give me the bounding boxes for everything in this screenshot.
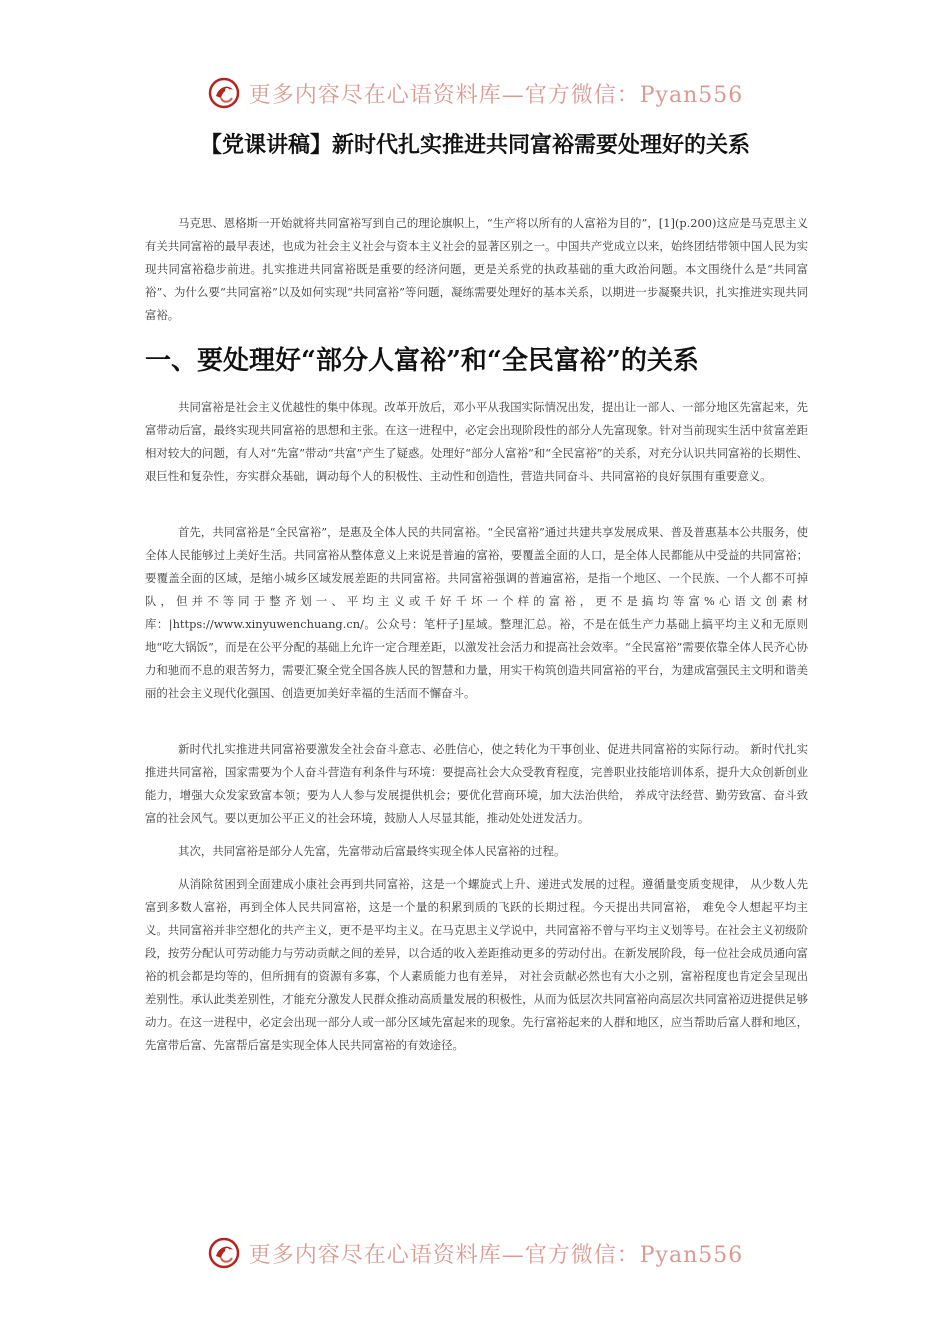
red-swirl-logo-icon bbox=[207, 1236, 241, 1270]
section1-paragraph-1: 共同富裕是社会主义优越性的集中体现。改革开放后，邓小平从我国实际情况出发，提出让一部人、一部分地区先富起来，先富带动后富，最终实现共同富裕的思想和主张。在这一进程中，必定会出现阶段性的部分人先富现象。针对当前现实生活中贫富差距相对较大的问题，有人对“先富”带动“共富”产生了疑惑。处理好“部分人富裕”和“全民富裕”的关系，对充分认识共同富裕的长期性、艰巨性和复杂性，夯实群众基础，调动每个人的积极性、主动性和创造性，营造共同奋斗、共同富裕的良好氛围有重要意义。 bbox=[145, 400, 808, 483]
section1-paragraph-3: 新时代扎实推进共同富裕要激发全社会奋斗意志、必胜信心，使之转化为干事创业、促进共同富裕的实际行动。 新时代扎实推进共同富裕，国家需要为个人奋斗营造有利条件与环境：要提高社会大众受教育程度，完善职业技能培训体系，提升大众创新创业能力，增强大众发家致富本领；要为人人参与发展提供机会；要优化营商环境，加大法治供给， 养成守法经营、勤劳致富、奋斗致富的社会风气。要以更加公平正义的社会环境，鼓励人人尽显其能，推动处处迸发活力。 bbox=[145, 742, 808, 825]
section1-paragraph-2: 首先，共同富裕是“全民富裕”，是惠及全体人民的共同富裕。“全民富裕”通过共建共享发展成果、普及普惠基本公共服务，使全体人民能够过上美好生活。共同富裕从整体意义上来说是普遍的富裕，要覆盖全面的人口，是全体人民都能从中受益的共同富裕；要覆盖全面的区域，是缩小城乡区域发展差距的共同富裕。共同富裕强调的普遍富裕，是指一个地区、一个民族、一个人都不可掉队，但并不等同于整齐划一、平均主义或千好千坏一个样的富裕，更不是搞均等富%心语文创素材库：|https://www.xinyuwenchuang.cn/。公众号：笔杆子]星域。整理汇总。裕，不是在低生产力基础上搞平均主义和无原则地“吃大锅饭”，而是在公平分配的基础上允许一定合理差距，以激发社会活力和提高社会效率。“全民富裕”需要依靠全体人民齐心协力和驰而不息的艰苦努力，需要汇聚全党全国各族人民的智慧和力量，用实干构筑创造共同富裕的平台，为建成富强民主文明和谐美丽的社会主义现代化强国、创造更加美好幸福的生活而不懈奋斗。 bbox=[145, 525, 808, 700]
red-swirl-logo-icon bbox=[207, 76, 241, 110]
section1-paragraph-5: 从消除贫困到全面建成小康社会再到共同富裕，这是一个螺旋式上升、递进式发展的过程。遵循量变质变规律， 从少数人先富到多数人富裕，再到全体人民共同富裕，这是一个量的积累到质的飞跃的长期过程。今天提出共同富裕， 难免令人想起平均主义。共同富裕并非空想化的共产主义，更不是平均主义。在马克思主义学说中，共同富裕不曾与平均主义划等号。在社会主义初级阶段，按劳分配认可劳动能力与劳动贡献之间的差异，以合适的收入差距推动更多的劳动付出。在新发展阶段，每一位社会成员通向富裕的机会都是均等的，但所拥有的资源有多寡，个人素质能力也有差异， 对社会贡献必然也有大小之别，富裕程度也肯定会呈现出差别性。承认此类差别性，才能充分激发人民群众推动高质量发展的积极性，从而为低层次共同富裕向高层次共同富裕迈进提供足够动力。在这一进程中，必定会出现一部分人或一部分区域先富起来的现象。先行富裕起来的人群和地区，应当帮助后富人群和地区，先富带后富、先富帮后富是实现全体人民共同富裕的有效途径。 bbox=[145, 877, 808, 1052]
watermark-text-top: 更多内容尽在心语资料库—官方微信：Pyan556 bbox=[248, 82, 744, 108]
section-heading-1: 一、要处理好“部分人富裕”和“全民富裕”的关系 bbox=[145, 346, 699, 376]
document-title: 【党课讲稿】新时代扎实推进共同富裕需要处理好的关系 bbox=[199, 133, 750, 158]
section1-paragraph-4: 其次，共同富裕是部分人先富，先富带动后富最终实现全体人民富裕的过程。 bbox=[178, 844, 566, 858]
watermark-text-bottom: 更多内容尽在心语资料库—官方微信：Pyan556 bbox=[248, 1242, 744, 1268]
intro-paragraph: 马克思、恩格斯一开始就将共同富裕写到自己的理论旗帜上，“生产将以所有的人富裕为目的”，[1](p.200)这应是马克思主义有关共同富裕的最早表述，也成为社会主义社会与资本主义社会的显著区别之一。中国共产党成立以来，始终团结带领中国人民为实现共同富裕稳步前进。扎实推进共同富裕既是重要的经济问题，更是关系党的执政基础的重大政治问题。本文围绕什么是“共同富裕”、为什么要“共同富裕”以及如何实现“共同富裕”等问题，凝练需要处理好的基本关系，以期进一步凝聚共识，扎实推进实现共同富裕。 bbox=[145, 216, 808, 322]
watermark-banner-top bbox=[0, 73, 950, 113]
watermark-banner-bottom bbox=[0, 1233, 950, 1273]
